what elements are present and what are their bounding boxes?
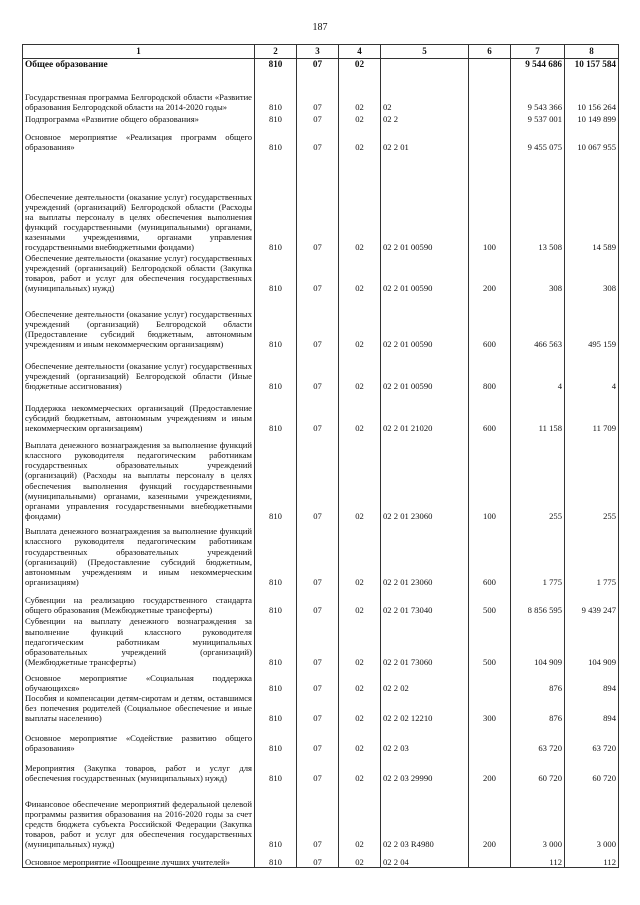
subsection-code: 02 <box>339 59 381 72</box>
target-article-code: 02 2 01 23060 <box>381 521 469 587</box>
subsection-code: 02 <box>339 113 381 125</box>
column-header: 4 <box>339 45 381 59</box>
subsection-code: 02 <box>339 72 381 113</box>
amount-year-1: 876 <box>511 667 565 693</box>
table-row <box>23 783 619 849</box>
section-code: 07 <box>297 391 339 433</box>
section-code: 07 <box>297 693 339 723</box>
row-name: Подпрограмма «Развитие общего образования» <box>23 113 255 125</box>
target-article-code: 02 2 04 <box>381 849 469 867</box>
subsection-code: 02 <box>339 391 381 433</box>
section-code: 07 <box>297 723 339 753</box>
row-name: Финансовое обеспечение мероприятий федеральной целевой программы развития образования на 2016-2020 годы за счет средств бюджета субъекта Российской Федерации (Закупка товаров, работ и услуг для обеспечения государственных (муниципальных) нужд) <box>23 783 255 849</box>
row-name: Общее образование <box>23 59 255 72</box>
section-code: 07 <box>297 72 339 113</box>
expense-type-code: 200 <box>469 753 511 783</box>
expense-type-code: 600 <box>469 521 511 587</box>
target-article-code: 02 2 01 00590 <box>381 153 469 253</box>
amount-year-1: 255 <box>511 433 565 521</box>
section-code: 07 <box>297 587 339 615</box>
budget-table <box>22 44 619 868</box>
section-code: 07 <box>297 433 339 521</box>
row-name: Обеспечение деятельности (оказание услуг) государственных учреждений (организаций) Белгородской области (Закупка товаров, работ и услуг для обеспечения государственных (муниципальных) нужд) <box>23 253 255 294</box>
expense-type-code <box>469 723 511 753</box>
column-header: 6 <box>469 45 511 59</box>
target-article-code: 02 2 01 00590 <box>381 253 469 294</box>
expense-type-code <box>469 113 511 125</box>
amount-year-2: 3 000 <box>565 783 619 849</box>
amount-year-2: 10 149 899 <box>565 113 619 125</box>
target-article-code: 02 2 01 <box>381 125 469 153</box>
table-row <box>23 693 619 723</box>
amount-year-1: 112 <box>511 849 565 867</box>
section-code: 07 <box>297 753 339 783</box>
column-header: 7 <box>511 45 565 59</box>
amount-year-1: 60 720 <box>511 753 565 783</box>
expense-type-code: 200 <box>469 783 511 849</box>
subsection-code: 02 <box>339 433 381 521</box>
table-row <box>23 849 619 867</box>
expense-type-code <box>469 125 511 153</box>
ministry-code: 810 <box>255 849 297 867</box>
table-row <box>23 153 619 253</box>
ministry-code: 810 <box>255 783 297 849</box>
expense-type-code: 600 <box>469 391 511 433</box>
subsection-code: 02 <box>339 153 381 253</box>
table-row <box>23 59 619 72</box>
subsection-code: 02 <box>339 349 381 391</box>
target-article-code: 02 2 01 00590 <box>381 293 469 349</box>
table-row <box>23 349 619 391</box>
table-row <box>23 723 619 753</box>
table-row <box>23 521 619 587</box>
table-row <box>23 293 619 349</box>
expense-type-code: 200 <box>469 253 511 294</box>
amount-year-2: 255 <box>565 433 619 521</box>
section-code: 07 <box>297 253 339 294</box>
subsection-code: 02 <box>339 667 381 693</box>
amount-year-1: 308 <box>511 253 565 294</box>
target-article-code: 02 2 01 73040 <box>381 587 469 615</box>
amount-year-1: 8 856 595 <box>511 587 565 615</box>
row-name: Основное мероприятие «Социальная поддержка обучающихся» <box>23 667 255 693</box>
ministry-code: 810 <box>255 587 297 615</box>
section-code: 07 <box>297 113 339 125</box>
row-name: Обеспечение деятельности (оказание услуг) государственных учреждений (организаций) Белгородской области (Расходы на выплаты персоналу в целях обеспечения выполнения функций государственными (муниципальными) органами, казенными учреждениями, органами управления государственными внебюджетными фондами) <box>23 153 255 253</box>
row-name: Субвенции на реализацию государственного стандарта общего образования (Межбюджетные трансферты) <box>23 587 255 615</box>
row-name: Государственная программа Белгородской области «Развитие образования Белгородской области на 2014-2020 годы» <box>23 72 255 113</box>
target-article-code <box>381 59 469 72</box>
amount-year-2: 1 775 <box>565 521 619 587</box>
amount-year-1: 104 909 <box>511 615 565 667</box>
amount-year-1: 63 720 <box>511 723 565 753</box>
expense-type-code <box>469 59 511 72</box>
table-row <box>23 125 619 153</box>
section-code: 07 <box>297 153 339 253</box>
amount-year-1: 9 543 366 <box>511 72 565 113</box>
expense-type-code: 300 <box>469 693 511 723</box>
target-article-code: 02 2 01 21020 <box>381 391 469 433</box>
row-name: Основное мероприятие «Содействие развитию общего образования» <box>23 723 255 753</box>
row-name: Основное мероприятие «Поощрение лучших учителей» <box>23 849 255 867</box>
target-article-code: 02 <box>381 72 469 113</box>
ministry-code: 810 <box>255 153 297 253</box>
section-code: 07 <box>297 667 339 693</box>
expense-type-code <box>469 72 511 113</box>
table-body <box>23 59 619 868</box>
header-row <box>23 45 619 59</box>
section-code: 07 <box>297 349 339 391</box>
page-number: 187 <box>312 22 328 33</box>
table-row <box>23 667 619 693</box>
ministry-code: 810 <box>255 615 297 667</box>
amount-year-2: 11 709 <box>565 391 619 433</box>
subsection-code: 02 <box>339 125 381 153</box>
subsection-code: 02 <box>339 293 381 349</box>
ministry-code: 810 <box>255 349 297 391</box>
expense-type-code: 100 <box>469 433 511 521</box>
amount-year-1: 9 544 686 <box>511 59 565 72</box>
row-name: Мероприятия (Закупка товаров, работ и услуг для обеспечения государственных (муниципальных) нужд) <box>23 753 255 783</box>
section-code: 07 <box>297 521 339 587</box>
section-code: 07 <box>297 783 339 849</box>
section-code: 07 <box>297 125 339 153</box>
target-article-code: 02 2 02 <box>381 667 469 693</box>
ministry-code: 810 <box>255 125 297 153</box>
row-name: Обеспечение деятельности (оказание услуг) государственных учреждений (организаций) Белгородской области (Иные бюджетные ассигнования) <box>23 349 255 391</box>
column-header: 3 <box>297 45 339 59</box>
table-row <box>23 72 619 113</box>
row-name: Выплата денежного вознаграждения за выполнение функций классного руководителя педагогическим работникам государственных образовательных учреждений (организаций) (Предоставление субсидий бюджетным, автономным учреждениям и иным некоммерческим организациям) <box>23 521 255 587</box>
ministry-code: 810 <box>255 293 297 349</box>
amount-year-2: 112 <box>565 849 619 867</box>
subsection-code: 02 <box>339 849 381 867</box>
amount-year-2: 104 909 <box>565 615 619 667</box>
amount-year-2: 60 720 <box>565 753 619 783</box>
table-row <box>23 433 619 521</box>
subsection-code: 02 <box>339 521 381 587</box>
amount-year-1: 876 <box>511 693 565 723</box>
ministry-code: 810 <box>255 521 297 587</box>
ministry-code: 810 <box>255 72 297 113</box>
column-header: 1 <box>23 45 255 59</box>
target-article-code: 02 2 01 00590 <box>381 349 469 391</box>
ministry-code: 810 <box>255 723 297 753</box>
expense-type-code <box>469 667 511 693</box>
target-article-code: 02 2 02 12210 <box>381 693 469 723</box>
subsection-code: 02 <box>339 783 381 849</box>
column-header: 2 <box>255 45 297 59</box>
row-name: Обеспечение деятельности (оказание услуг) государственных учреждений (организаций) Белгородской области (Предоставление субсидий бюджетным, автономным учреждениям и иным некоммерческим организациям) <box>23 293 255 349</box>
subsection-code: 02 <box>339 615 381 667</box>
target-article-code: 02 2 03 <box>381 723 469 753</box>
amount-year-2: 9 439 247 <box>565 587 619 615</box>
subsection-code: 02 <box>339 693 381 723</box>
expense-type-code: 800 <box>469 349 511 391</box>
expense-type-code: 600 <box>469 293 511 349</box>
amount-year-2: 10 156 264 <box>565 72 619 113</box>
ministry-code: 810 <box>255 433 297 521</box>
table-row <box>23 253 619 294</box>
subsection-code: 02 <box>339 253 381 294</box>
amount-year-2: 4 <box>565 349 619 391</box>
target-article-code: 02 2 <box>381 113 469 125</box>
amount-year-1: 1 775 <box>511 521 565 587</box>
ministry-code: 810 <box>255 59 297 72</box>
amount-year-1: 9 455 075 <box>511 125 565 153</box>
table-row <box>23 753 619 783</box>
subsection-code: 02 <box>339 723 381 753</box>
ministry-code: 810 <box>255 753 297 783</box>
target-article-code: 02 2 01 23060 <box>381 433 469 521</box>
ministry-code: 810 <box>255 693 297 723</box>
section-code: 07 <box>297 849 339 867</box>
target-article-code: 02 2 01 73060 <box>381 615 469 667</box>
row-name: Пособия и компенсации детям-сиротам и детям, оставшимся без попечения родителей (Социальное обеспечение и иные выплаты населению) <box>23 693 255 723</box>
expense-type-code <box>469 849 511 867</box>
amount-year-1: 11 158 <box>511 391 565 433</box>
table-row <box>23 391 619 433</box>
amount-year-2: 495 159 <box>565 293 619 349</box>
amount-year-1: 13 508 <box>511 153 565 253</box>
expense-type-code: 100 <box>469 153 511 253</box>
amount-year-2: 894 <box>565 693 619 723</box>
amount-year-1: 9 537 001 <box>511 113 565 125</box>
row-name: Выплата денежного вознаграждения за выполнение функций классного руководителя педагогическим работникам государственных образовательных учреждений (организаций) (Расходы на выплаты персоналу в целях обеспечения выполнения функций государственными (муниципальными) органами, казенными учреждениями, органами управления государственными внебюджетными фондами) <box>23 433 255 521</box>
row-name: Основное мероприятие «Реализация программ общего образования» <box>23 125 255 153</box>
amount-year-1: 4 <box>511 349 565 391</box>
amount-year-2: 10 157 584 <box>565 59 619 72</box>
section-code: 07 <box>297 59 339 72</box>
amount-year-2: 894 <box>565 667 619 693</box>
amount-year-2: 308 <box>565 253 619 294</box>
section-code: 07 <box>297 615 339 667</box>
amount-year-1: 466 563 <box>511 293 565 349</box>
amount-year-2: 63 720 <box>565 723 619 753</box>
subsection-code: 02 <box>339 587 381 615</box>
ministry-code: 810 <box>255 113 297 125</box>
row-name: Поддержка некоммерческих организаций (Предоставление субсидий бюджетным, автономным учреждениям и иным некоммерческим организациям) <box>23 391 255 433</box>
ministry-code: 810 <box>255 253 297 294</box>
subsection-code: 02 <box>339 753 381 783</box>
table-row <box>23 113 619 125</box>
ministry-code: 810 <box>255 391 297 433</box>
amount-year-2: 10 067 955 <box>565 125 619 153</box>
amount-year-1: 3 000 <box>511 783 565 849</box>
amount-year-2: 14 589 <box>565 153 619 253</box>
ministry-code: 810 <box>255 667 297 693</box>
target-article-code: 02 2 03 R4980 <box>381 783 469 849</box>
section-code: 07 <box>297 293 339 349</box>
expense-type-code: 500 <box>469 615 511 667</box>
row-name: Субвенции на выплату денежного вознаграждения за выполнение функций классного руководителя педагогическим работникам муниципальных образовательных учреждений (организаций) (Межбюджетные трансферты) <box>23 615 255 667</box>
table-row <box>23 615 619 667</box>
table-row <box>23 587 619 615</box>
target-article-code: 02 2 03 29990 <box>381 753 469 783</box>
column-header: 8 <box>565 45 619 59</box>
expense-type-code: 500 <box>469 587 511 615</box>
column-header: 5 <box>381 45 469 59</box>
